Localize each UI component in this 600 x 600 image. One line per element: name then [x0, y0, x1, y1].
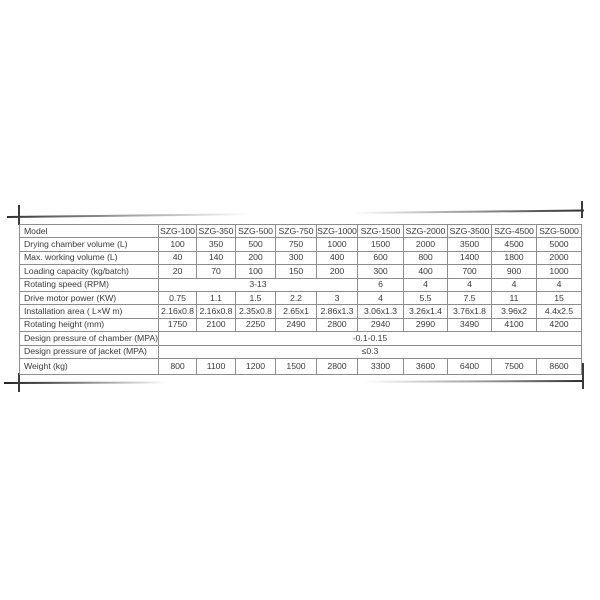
row-label: Drive motor power (KW) — [20, 291, 159, 304]
value-cell: 5000 — [537, 238, 582, 251]
value-cell: 4100 — [492, 318, 537, 331]
value-cell: 800 — [159, 359, 197, 375]
value-cell: 2.16x0.8 — [159, 305, 197, 318]
value-cell: 0.75 — [159, 291, 197, 304]
value-cell: 4200 — [537, 318, 582, 331]
value-cell: 2000 — [404, 238, 448, 251]
value-cell: 3 — [317, 291, 358, 304]
value-cell: 4 — [537, 278, 582, 291]
value-cell: 3.26x1.4 — [404, 305, 448, 318]
table-row-drying-chamber-volume — [20, 238, 582, 251]
table-row-drive-motor-power — [20, 291, 582, 304]
table-row-max-working-volume — [20, 251, 582, 264]
value-cell: 2.65x1 — [276, 305, 317, 318]
value-cell: 3.06x1.3 — [358, 305, 404, 318]
value-cell: 800 — [404, 251, 448, 264]
value-cell: 3300 — [358, 359, 404, 375]
value-cell: 7.5 — [448, 291, 492, 304]
value-cell: 1400 — [448, 251, 492, 264]
row-label: Design pressure of chamber (MPA) — [20, 332, 159, 345]
value-cell: 4.4x2.5 — [537, 305, 582, 318]
value-cell: 500 — [236, 238, 276, 251]
spec-table — [19, 224, 582, 375]
row-label: Rotating speed (RPM) — [20, 278, 159, 291]
crop-tick-bottom-right — [582, 363, 584, 389]
value-cell: 1000 — [317, 238, 358, 251]
value-cell: 400 — [404, 265, 448, 278]
value-cell: 2.2 — [276, 291, 317, 304]
value-cell: 2000 — [537, 251, 582, 264]
value-cell: 3.96x2 — [492, 305, 537, 318]
value-cell: 1100 — [197, 359, 236, 375]
value-cell: 2250 — [236, 318, 276, 331]
table-row-rotating-speed — [20, 278, 582, 291]
crop-tick-bottom-left — [18, 373, 20, 392]
value-cell: 70 — [197, 265, 236, 278]
value-cell: 1200 — [236, 359, 276, 375]
model-header-cell: SZG-1000 — [317, 225, 358, 238]
table-row-loading-capacity — [20, 265, 582, 278]
value-cell: 2.86x1.3 — [317, 305, 358, 318]
model-header-cell: SZG-500 — [236, 225, 276, 238]
table-row-model — [20, 225, 582, 238]
value-cell: 2490 — [276, 318, 317, 331]
value-cell: 5.5 — [404, 291, 448, 304]
crop-tick-top-right — [581, 201, 583, 218]
model-header-cell: SZG-750 — [276, 225, 317, 238]
model-header-cell: SZG-5000 — [537, 225, 582, 238]
value-cell: 150 — [276, 265, 317, 278]
value-cell: 4 — [448, 278, 492, 291]
value-cell: 20 — [159, 265, 197, 278]
table-row-installation-area — [20, 305, 582, 318]
value-cell: 2.16x0.8 — [197, 305, 236, 318]
value-cell: 200 — [317, 265, 358, 278]
value-cell: 2940 — [358, 318, 404, 331]
value-cell: 700 — [448, 265, 492, 278]
value-cell: 600 — [358, 251, 404, 264]
model-header-cell: SZG-100 — [159, 225, 197, 238]
value-cell: 2990 — [404, 318, 448, 331]
value-cell: 4500 — [492, 238, 537, 251]
value-cell: 300 — [276, 251, 317, 264]
row-label: Loading capacity (kg/batch) — [20, 265, 159, 278]
crop-tick-top-left — [18, 205, 20, 225]
value-cell: 1500 — [276, 359, 317, 375]
model-header-cell: SZG-4500 — [492, 225, 537, 238]
value-cell: 2800 — [317, 359, 358, 375]
table-row-chamber-pressure — [20, 332, 582, 345]
row-label-model: Model — [20, 225, 159, 238]
value-cell: 4 — [492, 278, 537, 291]
merged-value-cell: ≤0.3 — [159, 345, 582, 358]
value-cell: 3500 — [448, 238, 492, 251]
value-cell: 3600 — [404, 359, 448, 375]
value-cell: 7500 — [492, 359, 537, 375]
row-label: Drying chamber volume (L) — [20, 238, 159, 251]
table-row-jacket-pressure — [20, 345, 582, 358]
value-cell: 900 — [492, 265, 537, 278]
value-cell: 1.1 — [197, 291, 236, 304]
value-cell: 200 — [236, 251, 276, 264]
value-cell: 140 — [197, 251, 236, 264]
model-header-cell: SZG-2000 — [404, 225, 448, 238]
value-cell: 750 — [276, 238, 317, 251]
value-cell: 100 — [236, 265, 276, 278]
value-cell: 6400 — [448, 359, 492, 375]
value-cell: 2.35x0.8 — [236, 305, 276, 318]
value-cell: 4 — [404, 278, 448, 291]
value-cell: 4 — [358, 291, 404, 304]
table-row-weight — [20, 359, 582, 375]
value-cell: 1000 — [537, 265, 582, 278]
value-cell: 8600 — [537, 359, 582, 375]
value-cell: 6 — [358, 278, 404, 291]
value-cell: 2800 — [317, 318, 358, 331]
model-header-cell: SZG-3500 — [448, 225, 492, 238]
merged-value-cell: 3-13 — [159, 278, 358, 291]
value-cell: 2100 — [197, 318, 236, 331]
value-cell: 40 — [159, 251, 197, 264]
value-cell: 11 — [492, 291, 537, 304]
value-cell: 3490 — [448, 318, 492, 331]
value-cell: 1750 — [159, 318, 197, 331]
value-cell: 1800 — [492, 251, 537, 264]
value-cell: 1500 — [358, 238, 404, 251]
page-rule-bottom — [4, 380, 584, 384]
row-label: Max. working volume (L) — [20, 251, 159, 264]
table-row-rotating-height — [20, 318, 582, 331]
value-cell: 3.76x1.8 — [448, 305, 492, 318]
row-label: Rotating height (mm) — [20, 318, 159, 331]
row-label: Weight (kg) — [20, 359, 159, 375]
model-header-cell: SZG-350 — [197, 225, 236, 238]
row-label: Installation area ( L×W m) — [20, 305, 159, 318]
model-header-cell: SZG-1500 — [358, 225, 404, 238]
value-cell: 15 — [537, 291, 582, 304]
value-cell: 400 — [317, 251, 358, 264]
value-cell: 350 — [197, 238, 236, 251]
row-label: Design pressure of jacket (MPA) — [20, 345, 159, 358]
page-rule-top — [7, 209, 584, 218]
value-cell: 1.5 — [236, 291, 276, 304]
merged-value-cell: -0.1-0.15 — [159, 332, 582, 345]
value-cell: 100 — [159, 238, 197, 251]
value-cell: 300 — [358, 265, 404, 278]
